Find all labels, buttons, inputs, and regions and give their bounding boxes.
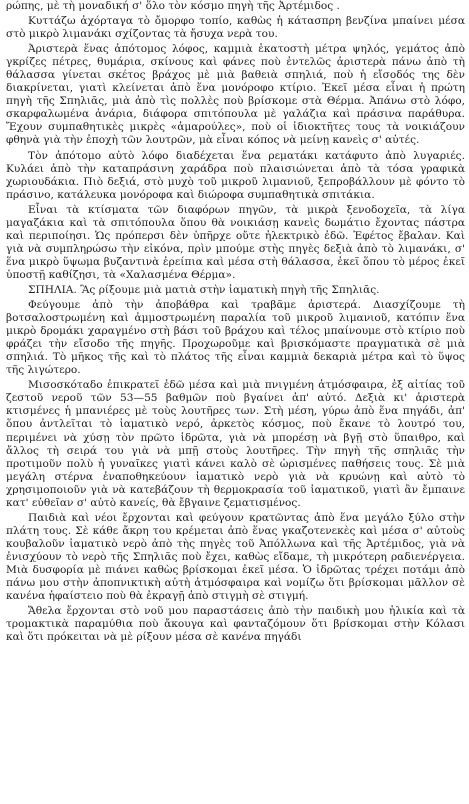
paragraph-8: Μισοσκόταδο ἐπικρατεῖ ἐδῶ μέσα καὶ μιὰ πνιγμένη ἀτμόσφαιρα, ἐξ αἰτίας τοῦ ζεστοῦ νεροῦ τῶν 53—55 βαθμῶν ποὺ βγαίνει ἀπ' αὐτό. Δεξιὰ κι' ἀριστερὰ κτισμένες ἡ μπανιέρες μὲ τοὺς λουτῆρες των. Στὴ μέση, γύρω ἀπὸ ἕνα πηγάδι, ἀπ' ὅπου ἀντλεῖται τὸ ἰαματικὸ νερό, ἀρκετὸς κόσμος, ποὺ ἔκανε τὸ λουτρό του, περιμένει νὰ χύσῃ τὸν πρῶτο ἱδρῶτα, γιὰ νὰ μπορέσῃ νὰ βγῇ στὸ ὕπαιθρο, καὶ ἄλλος τὴ σειρά του γιὰ νὰ μπῇ στοὺς λουτῆρες. Τὴν πηγὴ τῆς σπηλιᾶς τὴν προτιμοῦν πολὺ ἡ γυναῖκες γιατὶ κάνει καλὸ σὲ ὡρισμένες παθήσεις τους. Σὲ μιὰ μεγάλη στέρνα ἐναποθηκεύουν ἰαματικὸ νερὸ γιὰ νὰ κρυώνῃ καὶ αὐτὸ τὸ χρησιμοποιοῦν γιὰ νὰ κατεβάζουν τὴ θερμοκρασία τοῦ ἰαματικοῦ, γιατὶ ἂν ἔμπαινε κατ' εὐθεῖαν σ' αὐτὸ κανείς, θὰ ἔβγαινε ζεματισμένος. — [6, 379, 465, 509]
paragraph-4: Τὸν ἀπότομο αὐτὸ λόφο διαδέχεται ἕνα ρεματάκι κατάφυτο ἀπὸ λυγαριές. Κυλάει ἀπὸ τὴν καταπράσινη χαράδρα ποὺ πλαισιώνεται ἀπὸ τὰ τόσα γραφικὰ χωριουδάκια. Πιὸ δεξιά, στὸ μυχὸ τοῦ μικροῦ λιμανιοῦ, ξεπροβάλλουν μὲ φόντο τὸ πράσινο, κατάλευκα μονόροφα καὶ διώροφα συμπαθητικὰ σπιτάκια. — [6, 149, 465, 201]
paragraph-9: Παιδιὰ καὶ νέοι ἔρχονται καὶ φεύγουν κρατῶντας ἀπὸ ἕνα μεγάλο ξύλο στὴν πλάτη τους. Σὲ κάθε ἄκρη του κρέμεται ἀπὸ ἕνας γκαζοτενεκὲς καὶ μέσα σ' αὐτοὺς κουβαλοῦν ἰαματικὸ νερὸ ἀπὸ τὴς πηγὲς τοῦ Ἀπόλλωνα καὶ τῆς Ἀρτέμιδος, γιὰ νὰ ἐνισχύουν τὸ νερὸ τῆς Σπηλιᾶς ποὺ ἔχει, καθὼς εἴδαμε, τὴ μικρότερη ραδιενέργεια. Μιὰ δυσφορία μὲ πιάνει καθὼς βρίσκομαι ἐκεῖ μέσα. Ὁ ἱδρῶτας τρέχει ποτάμι ἀπὸ πάνω μου στὴν ἀποπνικτικὴ αὐτὴ ἀτμόσφαιρα καὶ νομίζω ὅτι βρίσκομαι μᾶλλον σὲ κανένα ἡφαίστειο ποὺ θὰ ἐκραγῇ ἀπὸ στιγμὴ σὲ στιγμή. — [6, 511, 465, 603]
paragraph-3: Ἀριστερὰ ἕνας ἀπότομος λόφος, καμμιὰ ἑκατοστὴ μέτρα ψηλός, γεμάτος ἀπὸ γκρίζες πέτρες, θυμάρια, σκίνους καὶ φάνες ποὺ ἐντελῶς ἀριστερὰ πάνω ἀπὸ τὴ θάλασσα γίνεται σκέτος βράχος μὲ μιὰ βαθειὰ σπηλιά, ποὺ ἡ εἴσοδός της δὲν διακρίνεται, γιατὶ κλείνεται ἀπὸ ἕνα μονόροφο κτίριο. Ἐκεῖ μέσα εἶναι ἡ πρώτη πηγὴ τῆς Σπηλιᾶς, μιὰ ἀπὸ τὶς πολλὲς ποὺ βρίσκομε στὰ Θέρμα. Ἀπάνω στὸ λόφο, σκαρφαλωμένα ἀνάρια, διάφορα σπιτόπουλα μὲ γαλάζια καὶ πράσινα παράθυρα. Ἔχουν συμπαθητικὲς μικρὲς «ἀμαρούλες», ποὺ οἱ ἰδιοκτῆτες τους τὰ νοικιάζουν φθηνὰ γιὰ τὴν ἐποχὴ τῶν λουτρῶν, μὰ εἶναι κόπος νὰ μείνῃ κανεὶς σ' αὐτές. — [6, 43, 465, 147]
paragraph-10: Ἄθελα ἔρχονται στὸ νοῦ μου παραστάσεις ἀπὸ τὴν παιδικὴ μου ἡλικία καὶ τὰ τρομακτικὰ παραμύθια ποὺ ἄκουγα καὶ φανταζόμουν ὅτι βρίσκομαι στὴν Κόλασι καὶ ὅτι πρόκειται νὰ μὲ ρίξουν μέσα σὲ κανένα πηγάδι — [6, 605, 465, 644]
paragraph-7: Φεύγουμε ἀπὸ τὴν ἀποβάθρα καὶ τραβᾶμε ἀριστερά. Διασχίζουμε τὴ βοτσαλοστρωμένη καὶ ἀμμοστρωμένη παραλία τοῦ μικροῦ λιμανιοῦ, κατόπιν ἕνα μικρὸ δρομάκι χαραγμένο στὴ βάσι τοῦ βράχου καὶ τέλος μπαίνουμε στὸ κτίριο ποὺ φράζει τὴν εἴσοδο τῆς πηγῆς. Προχωροῦμε καὶ βρισκόμαστε πραγματικὰ σὲ μιὰ σπηλιά. Τὸ μῆκος τῆς καὶ τὸ πλάτος τῆς εἶναι καμμιὰ δεκαριὰ μέτρα καὶ τὸ ὕψος τῆς λιγώτερο. — [6, 299, 465, 377]
document-page — [6, 0, 465, 804]
section-heading-paragraph: ΣΠΗΛΙΑ. Ἂς ρίξουμε μιὰ ματιὰ στὴν ἰαματικὴ πηγὴ τῆς Σπηλιᾶς. — [28, 283, 380, 296]
paragraph-1: ρώπης, μὲ τὴ μοναδική σ' ὅλο τὸν κόσμο πηγὴ τῆς Ἀρτέμιδος . — [6, 0, 340, 12]
paragraph-2: Κυττάζω ἀχόρταγα τὸ ὄμορφο τοπίο, καθὼς ἡ κάτασπρη βενζίνα μπαίνει μέσα στὸ μικρὸ λιμανάκι σχίζοντας τὰ ἤσυχα νερὰ του. — [6, 15, 465, 41]
paragraph-5: Εἶναι τὰ κτίσματα τῶν διαφόρων πηγῶν, τὰ μικρὰ ξενοδοχεῖα, τὰ λίγα μαγαζάκια καὶ τὰ σπιτόπουλα ὅπου θὰ νοικιάσῃ κανεὶς δωμάτιο ἔχοντας πάστρα καὶ περιποίησι. Ὡς πρόπερσι δὲν ὑπῆρχε οὔτε ἠλεκτρικὸ ἐδῶ. Ἐφέτος ἔβαλαν. Καὶ γιὰ νὰ συμπληρώσω τὴν εἰκόνα, πρὶν μπούμε στὴς πηγὲς δεξιὰ ἀπὸ τὸ λιμανάκι, σ' ἕνα μικρὸ ὕψωμα βυζαντινὰ ἐρείπια καὶ μέσα στὴ θάλασσα, ἐκεῖ ὅπου τὸ μέρος ἐκεῖ ὑποστῇ καθίζησι, τὰ «Χαλασμένα Θέρμα». — [6, 203, 465, 281]
